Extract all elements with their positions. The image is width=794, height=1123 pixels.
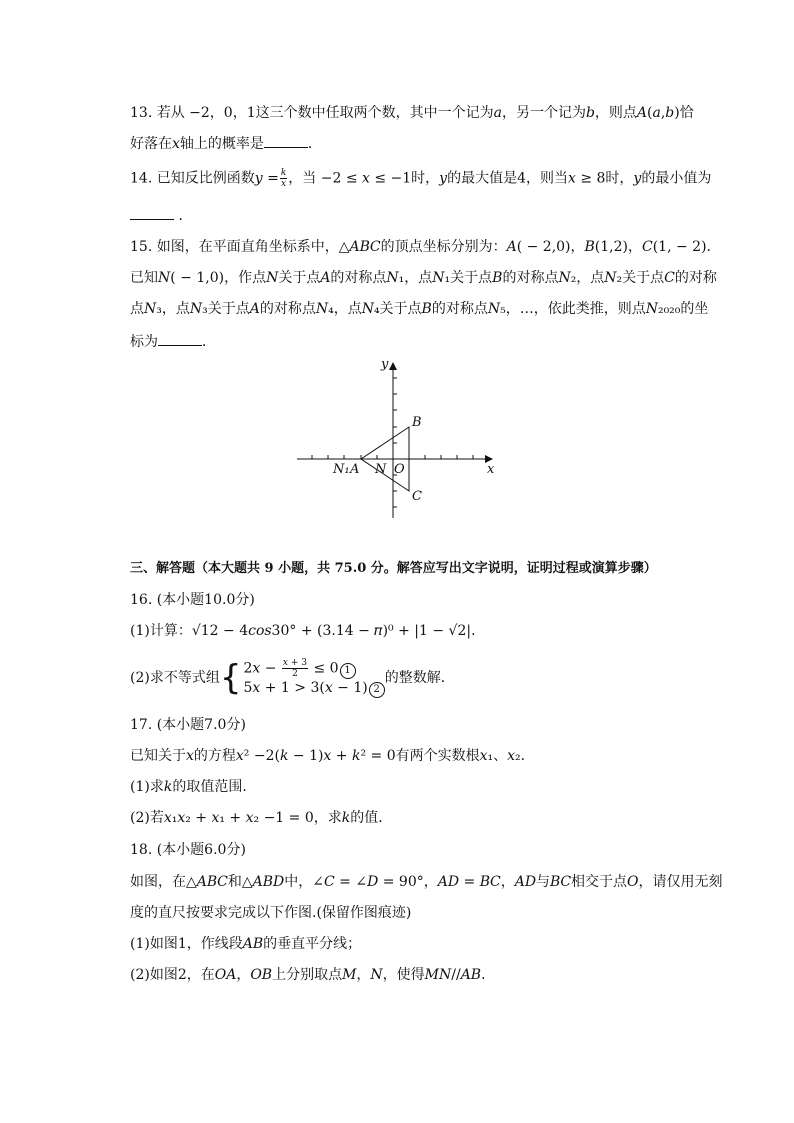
q17-header: 17. (本小题7.0分) bbox=[130, 717, 246, 733]
q15-coordinate-figure bbox=[295, 352, 500, 522]
q14-line1 bbox=[130, 168, 712, 189]
label-n: N bbox=[375, 462, 387, 477]
circled-one: 1 bbox=[340, 663, 356, 679]
label-b: B bbox=[412, 415, 422, 430]
q16-inequality-system bbox=[220, 658, 385, 698]
q14-line2 bbox=[130, 205, 690, 226]
label-y: y bbox=[381, 357, 389, 372]
left-brace: { bbox=[219, 658, 242, 698]
q14-answer-blank bbox=[130, 205, 174, 220]
q13-line1: 13. 若从 −2，0，1这三个数中任取两个数，其中一个记为𝑎，另一个记为𝑏，则点𝐴(𝑎,𝑏)恰 bbox=[130, 105, 694, 121]
q16-part1: (1)计算：√12 − 4𝑐𝑜𝑠30° + (3.14 − 𝜋)⁰ + |1 − √2|． bbox=[130, 623, 486, 639]
q16-row1 bbox=[243, 658, 384, 679]
q15-answer-blank bbox=[158, 331, 202, 346]
label-n1: N₁ bbox=[333, 462, 350, 477]
q13-line2 bbox=[130, 133, 690, 154]
q16-part2-pre: (2)求不等式组 bbox=[130, 670, 220, 686]
q15-line4 bbox=[130, 331, 690, 352]
q18-stem2: 度的直尺按要求完成以下作图.(保留作图痕迹) bbox=[130, 905, 412, 921]
q13-line2-text: 好落在𝑥轴上的概率是 bbox=[130, 136, 264, 152]
q14-text-pre: 14. 已知反比例函数𝑦 = bbox=[130, 170, 279, 187]
q17-part2: (2)若𝑥₁𝑥₂ + 𝑥₁ + 𝑥₂ −1 = 0，求𝑘的值． bbox=[130, 810, 393, 826]
q13-line2-end: ． bbox=[307, 136, 322, 152]
q16-row1-pre: 2𝑥 − bbox=[243, 660, 277, 677]
q14-frac-num: 𝑘 bbox=[280, 168, 287, 178]
y-axis-ticks bbox=[393, 378, 397, 507]
q15-line1: 15. 如图，在平面直角坐标系中，△𝐴𝐵𝐶的顶点坐标分别为：𝐴( − 2,0)，𝐵(1,2)，𝐶(1, − 2)． bbox=[130, 239, 721, 255]
q14-frac-den: 𝑥 bbox=[281, 179, 287, 189]
q16-row1-post: ≤ 0 bbox=[313, 660, 339, 677]
circled-two: 2 bbox=[369, 682, 385, 698]
q15-line4-end: ． bbox=[202, 334, 216, 350]
q13-answer-blank bbox=[264, 133, 308, 148]
q15-line4-text: 标为 bbox=[130, 334, 158, 350]
label-o: O bbox=[394, 462, 405, 477]
q18-header: 18. (本小题6.0分) bbox=[130, 842, 246, 858]
q17-part1: (1)求𝑘的取值范围． bbox=[130, 779, 257, 795]
q16-part2 bbox=[130, 658, 690, 698]
label-a: A bbox=[350, 462, 360, 477]
q14-line2-end: ． bbox=[178, 208, 193, 224]
q16-row1-fraction bbox=[282, 658, 308, 679]
q17-stem: 已知关于𝑥的方程𝑥² −2(𝑘 − 1)𝑥 + 𝑘² = 0有两个实数根𝑥₁、𝑥₂． bbox=[130, 748, 535, 764]
q15-line2: 已知𝑁( − 1,0)，作点𝑁关于点𝐴的对称点𝑁₁，点𝑁₁关于点𝐵的对称点𝑁₂，点𝑁₂关于点𝐶的对称 bbox=[130, 270, 717, 286]
q15-line3: 点𝑁₃，点𝑁₃关于点𝐴的对称点𝑁₄，点𝑁₄关于点𝐵的对称点𝑁₅，…，依此类推，则点𝑁₂₀₂₀的坐 bbox=[130, 301, 709, 317]
q16-row2-text: 5𝑥 + 1 > 3(𝑥 − 1) bbox=[243, 680, 368, 696]
q16-row1-frac-den: 2 bbox=[292, 669, 298, 679]
label-x: x bbox=[487, 462, 495, 477]
q16-row1-frac-num: 𝑥 + 3 bbox=[282, 658, 307, 668]
q16-row2 bbox=[243, 679, 384, 698]
section3-title: 三、解答题（本大题共 9 小题，共 75.0 分。解答应写出文字说明，证明过程或演算步骤） bbox=[130, 561, 657, 576]
q14-text-post: ，当 −2 ≤ 𝑥 ≤ −1时，𝑦的最大值是4，则当𝑥 ≥ 8时，𝑦的最小值为 bbox=[288, 170, 712, 187]
q18-part2: (2)如图2，在𝑂𝐴，𝑂𝐵上分别取点𝑀，𝑁，使得𝑀𝑁//𝐴𝐵． bbox=[130, 967, 496, 983]
q14-fraction bbox=[280, 168, 287, 189]
label-c: C bbox=[412, 489, 422, 504]
q16-part2-post: 的整数解． bbox=[384, 670, 455, 686]
q18-stem1: 如图，在△𝐴𝐵𝐶和△𝐴𝐵𝐷中，∠𝐶 = ∠𝐷 = 90°，𝐴𝐷 = 𝐵𝐶，𝐴𝐷与𝐵𝐶相交于点𝑂，请仅用无刻 bbox=[130, 874, 723, 890]
q16-header: 16. (本小题10.0分) bbox=[130, 592, 255, 608]
q18-part1: (1)如图1，作线段𝐴𝐵的垂直平分线； bbox=[130, 936, 362, 952]
